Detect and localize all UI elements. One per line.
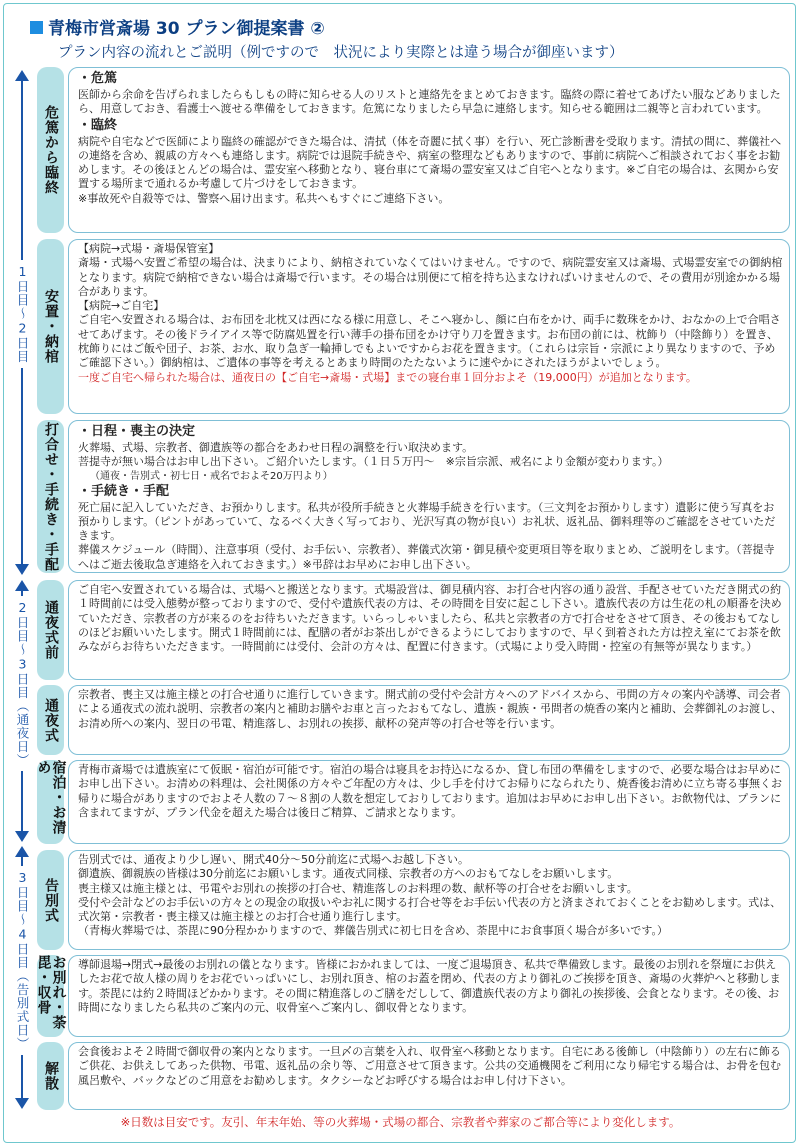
section-body <box>68 580 790 680</box>
section-paragraph: 死亡届に記入していただき、お預かりします。私共が役所手続きと火葬場手続きを行います。（三文判をお預かりします）遺影に使う写真をお預かりします。（ピントがあっていて、なるべく大きく写っており、光沢写真の物が良い）お礼状、返礼品、御料理等のご確認をさせていただきます。 <box>78 500 776 543</box>
section-paragraph: ご自宅へ安置される場合は、お布団を北枕又は西になる様に用意し、そこへ寝かし、顔に白布をかけ、両手に数珠をかけ、おなかの上で合唱させてあげます。その後ドライアイス等で防腐処置を行い薄手の掛布団をかけ守り刀を置きます。お布団の前には、枕飾り（中陰飾り）を置き、枕飾りにはご飯や団子、お茶、お水、取り急ぎ一輪挿しでもよいですからお花を置きます。（これらは宗旨・宗派により異なりますので、予めご確認下さい。）御納棺は、ご遺体の事等を考えるとあまり時間のたたないように速やかにされたほうがよいでしょう。 <box>78 313 781 370</box>
section-paragraph: （青梅火葬場では、荼毘に90分程かかりますので、葬儀告別式に初七日を含め、荼毘中にお食事頂く場合が多いです。） <box>78 924 668 938</box>
section-paragraph: 【病院→式場・斎場保管室】 <box>78 242 220 255</box>
section-label: 宿泊・お清め <box>37 760 64 844</box>
section-before-wake <box>37 580 790 680</box>
section-label: 通夜式 <box>37 685 64 755</box>
section-label: 打合せ・手続き・手配 <box>37 420 64 573</box>
section-paragraph: 斎場・式場へ安置ご希望の場合は、決まりにより、納棺されていなくてはいけません。ですので、病院霊安室又は斎場、式場霊安室での御納棺となります。病院で納棺できない場合は斎場で行います。その場合は別便にて棺を持ち込まなければいけませんので、その費用が別途かかる場合があります。 <box>78 256 783 298</box>
section-paragraph: 受付や会計などのお手伝いの方々との現金の取扱いやお礼に関する打合せ等をお手伝い代表の方と済まされておくことをお勧めします。式は、式次第・宗教者・喪主様又は施主様とのお打合せ通り進行します。 <box>78 895 782 924</box>
timeline-day3 <box>12 846 32 1109</box>
section-body <box>68 67 790 233</box>
section-label: 危篤から臨終 <box>37 67 64 233</box>
section-paragraph: 青梅市斎場では遺族室にて仮眠・宿泊が可能です。宿泊の場合は寝具をお持込になるか、貸し布団の準備をしますので、必要な場合はお早めにお申し出下さい。お清めの料理は、会社関係の方々やご年配の方々は、少し手を付けてお帰りになられたり、焼香後お清めに立ち寄る事無くお帰りに場合がありますのでおよそ人数の７～８割の人数を想定しておりしております。追加はお早めにお申し出下さい。お飲物代は、プランに含まれてますが、プラン代金を超えた場合は後日ご精算、ご請求となります。 <box>78 763 782 819</box>
section-body <box>68 850 790 950</box>
section-label: 通夜式前 <box>37 580 64 680</box>
section-label: 安置・納棺 <box>37 239 64 414</box>
section-paragraph: 【病院→ご自宅】 <box>78 299 165 313</box>
arrow-down-icon <box>15 1098 29 1109</box>
section-funeral <box>37 850 790 950</box>
section-heading: ・危篤 <box>78 71 118 86</box>
square-bullet-icon <box>30 21 43 34</box>
page-title-text: 青梅市営斎場 30 プラン御提案書 ② <box>48 19 325 39</box>
section-wake <box>37 685 790 755</box>
section-dismissal <box>37 1042 790 1110</box>
section-paragraph: 御遺族、御親族の皆様は30分前迄にお願いします。通夜式同様、宗教者の方へのおもてなしをお願いします。 <box>78 867 619 881</box>
footer-note: ※日数は目安です。友引、年末年始、等の火葬場・式場の都合、宗教者や葬家のご都合等により変化します。 <box>120 1115 681 1129</box>
section-label: 告別式 <box>37 850 64 950</box>
section-paragraph: 医師から余命を告げられましたらもしもの時に知らせる人のリストと連絡先をまとめておきます。臨終の際に着せてあげたい服などありましたら、用意しておき、看護士へ渡せる準備をしておきます。危篤になりましたら早急に連絡します。知らせる範囲は二親等と言われています。 <box>78 88 781 116</box>
section-paragraph: 菩提寺が無い場合はお申し出下さい。ご紹介いたします。（１日５万円～ ※宗旨宗派、戒名により金額が変わります。） <box>78 455 669 469</box>
section-body <box>68 760 790 844</box>
timeline-label-day2: 2日目～3日目（通夜日） <box>12 596 32 771</box>
section-placement <box>37 239 790 414</box>
section-paragraph: 病院や自宅などで医師により臨終の確認ができた場合は、清拭（体を奇麗に拭く事）を行い、死亡診断書を受取ります。清拭の間に、葬儀社への連絡を含め、親戚の方々へも連絡します。病院では退院手続きや、病室の整理などもありますので、事前に病院へご相談されておく事をお勧めします。その後ほとんどの場合は、霊安室へ移動となり、寝台車にて斎場の霊安室又はご自宅へとなります。※ご自宅の場合は、玄関から安置する場所まで通れるか考慮して片づけをしておきます。 <box>78 134 782 191</box>
section-paragraph: 火葬場、式場、宗教者、御遺族等の都合をあわせ日程の調整を行い取決めます。 <box>78 441 474 454</box>
timeline-label-day3: 3日目～4日目（告別式日） <box>12 866 32 1055</box>
section-arrangements <box>37 420 790 573</box>
timeline-label-day1: 1日目～2日目 <box>12 260 32 368</box>
section-label: お別れ・荼毘・収骨 <box>37 955 64 1037</box>
section-body <box>68 239 790 414</box>
section-heading: ・手続き・手配 <box>78 483 170 499</box>
section-farewell-cremation <box>37 955 790 1037</box>
page-subtitle: プラン内容の流れとご説明（例ですので 状況により実際とは違う場合が御座います） <box>58 45 624 61</box>
section-heading: ・臨終 <box>78 117 118 133</box>
section-paragraph: 葬儀スケジュール（時間）、注意事項（受付、お手伝い、宗教者）、葬儀式次第・御見積や変更項目等を取りまとめ、ご説明をします。（菩提寺へはご逝去後取急ぎ連絡を入れておきます。）※弔辞はお早めにお申し出下さい。 <box>78 543 775 571</box>
section-body <box>68 420 790 573</box>
section-paragraph: （通夜・告別式・初七日・戒名でおよそ20万円より） <box>90 470 333 482</box>
section-critical <box>37 67 790 233</box>
arrow-down-icon <box>15 831 29 842</box>
section-label: 解散 <box>37 1042 64 1110</box>
section-body <box>68 1042 790 1110</box>
section-heading: ・日程・喪主の決定 <box>78 424 196 439</box>
section-paragraph: 告別式では、通夜より少し遅い、開式40分～50分前迄に式場へお越し下さい。 <box>78 853 469 866</box>
page-title <box>30 14 325 39</box>
section-paragraph: 一度ご自宅へ帰られた場合は、通夜日の【ご自宅→斎場・式場】までの寝台車１回分およそ（19,000円）が追加となります。 <box>78 370 697 384</box>
section-paragraph: 宗教者、喪主又は施主様との打合せ通りに進行していきます。開式前の受付や会計方々へのアドバイスから、弔問の方々の案内や誘導、司会者による通夜式の流れ説明、宗教者の案内と補助お膳やお車と言ったおもてなし、遺族・親族・弔問者の焼香の案内と補助、会葬御礼のお渡し、お清め所への案内、翌日の弔電、精進落し、お別れの挨拶、献杯の発声等の打合せ等を行います。 <box>78 688 782 730</box>
timeline-day1 <box>12 70 32 575</box>
timeline-day2 <box>12 580 32 842</box>
section-paragraph: 喪主様又は施主様とは、弔電やお別れの挨拶の打合せ、精進落しのお料理の数、献杯等の打合せをお願いします。 <box>78 881 638 895</box>
section-paragraph: 導師退場→閉式→最後のお別れの儀となります。皆様におかれましては、一度ご退場頂き、私共で準備致します。最後のお別れを祭壇にお供えしたお花で故人様の周りをお花でいっぱいにし、お別れ頂き、棺のお蓋を閉め、代表の方より御礼のご挨拶を頂き、斎場の火葬炉へと移動します。荼毘には約２時間ほどかかります。その間に精進落しのご膳をだしして、御遺族代表の方より御礼の挨拶後、会食となります。その後、お時間になりましたら私共のご案内の元、収骨室へご案内し、御収骨となります。 <box>78 958 781 1014</box>
section-paragraph: ご自宅へ安置されている場合は、式場へと搬送となります。式場設営は、御見積内容、お打合せ内容の通り設営、手配させていただき開式の約１時間前には受入態勢が整っておりますので、受付や遺族代表の方は、その時間を目安に起こし下さい。遺族代表の方は生花の札の順番を決めていただき、宗教者の方が来るのをお待ちいただきます。いらっしゃいましたら、私共と宗教者の方で打合せをさせて頂き、その後おもてなしのほどお願いいたします。開式１時間前には、配膳の者がお茶出しができるようにしておりますので、早く到着された方は控え室にてお茶を飲みながらお待ちいただきます。一時間前には受付、会計の方々は、配置に付きます。（式場により受入時間・控室の有無等が異なります。） <box>78 583 782 654</box>
section-paragraph: ※事故死や自殺等では、警察へ届け出ます。私共へもすぐにご連絡下さい。 <box>78 191 450 205</box>
section-overnight <box>37 760 790 844</box>
section-body <box>68 955 790 1037</box>
section-body <box>68 685 790 755</box>
arrow-down-icon <box>15 564 29 575</box>
section-paragraph: 会食後およそ２時間で御収骨の案内となります。一旦〆の言葉を入れ、収骨室へ移動となります。自宅にある後飾し（中陰飾り）の左右に飾るご供花、お供えしてあった供物、弔電、返礼品の余り等、ご用意させて頂きます。公共の交通機関をご利用になり帰宅する場合は、お骨を包む風呂敷や、バックなどのご用意をお勧めします。タクシーなどお呼びする場合はお申し付け下さい。 <box>78 1045 782 1087</box>
